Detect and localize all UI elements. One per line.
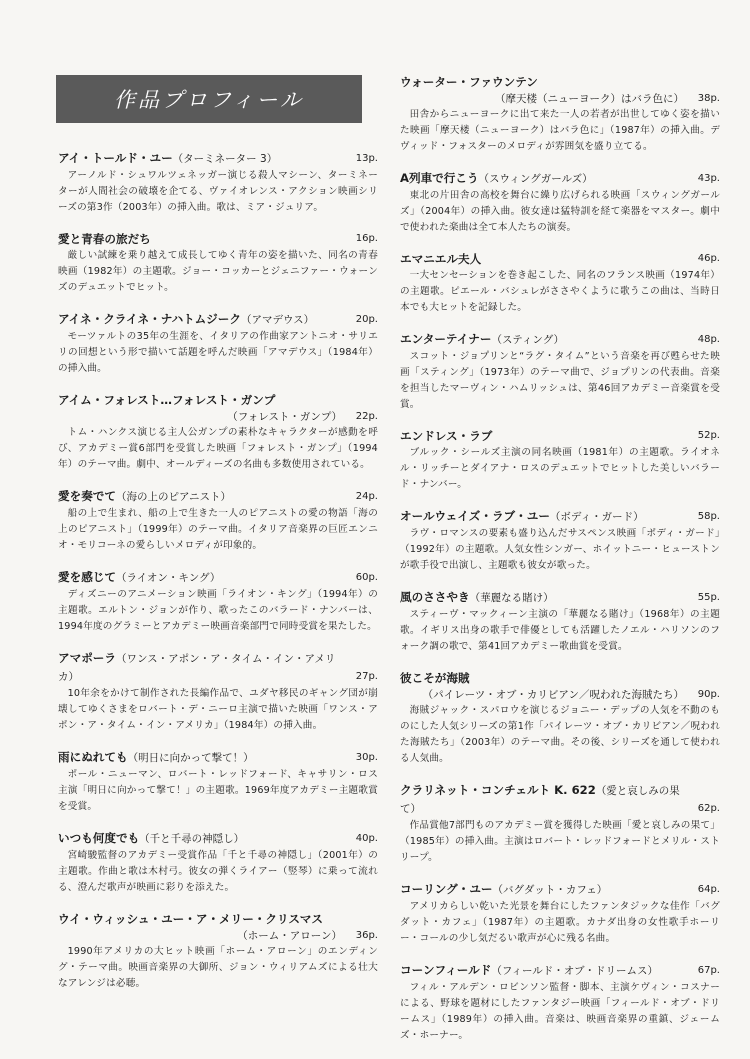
- song-title: オールウェイズ・ラブ・ユー: [400, 509, 550, 523]
- song-description: 厳しい試練を乗り越えて成長してゆく青年の姿を描いた、同名の青春映画（1982年）の主題歌。ジョー・コッカーとジェニファー・ウォーンズのデュエットでヒット。: [58, 250, 378, 293]
- page-number: 46p.: [697, 253, 720, 264]
- film-title: （摩天楼（ニューヨーク）はバラ色に）: [495, 93, 684, 105]
- page-number: 27p.: [355, 671, 378, 682]
- song-entry: [400, 670, 720, 767]
- song-description: アーノルド・シュワルツェネッガー演じる殺人マシーン、ターミネーターが人間社会の破壊を企てる、ヴァイオレンス・アクション映画シリーズの第3作（2003年）の挿入曲。歌は、ミア・ジュリア。: [58, 170, 378, 213]
- song-title: エンターテイナー: [400, 332, 492, 346]
- film-title: （愛と哀しみの果て）: [400, 785, 680, 815]
- film-title: （明日に向かって撃て！）: [127, 752, 254, 764]
- song-description: スコット・ジョプリンと“ラグ・タイム”という音楽を再び甦らせた映画「スティング」（1973年）のテーマ曲で、ジョプリンの代表曲。音楽を担当したマーヴィン・ハムリッシュは、第46回アカデミー音楽賞を受賞。: [400, 351, 720, 410]
- song-heading: [58, 311, 378, 329]
- song-title: エンドレス・ラブ: [400, 429, 493, 443]
- film-title: （スティング）: [491, 334, 565, 346]
- song-heading: [400, 428, 720, 445]
- song-heading: [58, 569, 378, 587]
- right-column: [400, 74, 720, 1059]
- film-title: （アマデウス）: [240, 314, 315, 326]
- song-title: アイネ・クライネ・ナハトムジーク: [58, 312, 241, 326]
- film-title: （スウィングガールズ）: [478, 173, 593, 185]
- film-title: （華麗なる賭け）: [469, 592, 554, 604]
- song-title: 愛を感じて: [58, 570, 116, 584]
- song-heading: [400, 508, 720, 526]
- page-number: 60p.: [355, 572, 378, 583]
- song-title: ウイ・ウィッシュ・ユー・ア・メリー・クリスマス: [58, 912, 323, 926]
- page-number: 48p.: [697, 334, 720, 345]
- song-description: ラヴ・ロマンスの要素も盛り込んだサスペンス映画「ボディ・ガード」（1992年）の主題歌。人気女性シンガー、ホイットニー・ヒューストンが歌手役で出演し、主題歌も彼女が歌った。: [400, 528, 720, 571]
- song-entry: [400, 508, 720, 574]
- film-title: （ライオン・キング）: [115, 572, 221, 584]
- song-description: ブルック・シールズ主演の同名映画（1981年）の主題歌。ライオネル・リッチーとダイアナ・ロスのデュエットでヒットした美しいバラード・ナンバー。: [400, 447, 720, 490]
- page-number: 20p.: [355, 314, 378, 325]
- song-description: ポール・ニューマン、ロバート・レッドフォード、キャサリン・ロス主演「明日に向かって撃て！」の主題歌。1969年度アカデミー主題歌賞を受賞。: [58, 769, 378, 812]
- song-description: ディズニーのアニメーション映画「ライオン・キング」（1994年）の主題歌。エルトン・ジョンが作り、歌ったこのバラード・ナンバーは、1994年度のグラミーとアカデミー映画音楽部門で同時受賞を果たした。: [58, 589, 378, 632]
- song-description: 船の上で生まれ、船の上で生きた一人のピアニストの愛の物語「海の上のピアニスト」（1999年）のテーマ曲。イタリア音楽界の巨匠エンニオ・モリコーネの愛らしいメロディが印象的。: [58, 508, 378, 551]
- song-heading: [400, 331, 720, 349]
- song-heading: [58, 488, 378, 506]
- song-heading: [58, 150, 378, 168]
- song-description: 1990年アメリカの大ヒット映画「ホーム・アローン」のエンディング・テーマ曲。映画音楽界の大御所、ジョン・ウィリアムズによる壮大なアレンジは必聴。: [58, 946, 378, 989]
- page-number: 40p.: [355, 833, 378, 844]
- song-title: 彼こそが海賊: [400, 671, 470, 685]
- song-entry: [58, 311, 378, 377]
- film-title: （海の上のピアニスト）: [115, 491, 231, 503]
- song-heading: [400, 962, 720, 980]
- film-title: （フォレスト・ガンプ）: [227, 411, 342, 423]
- film-title: （ボディ・ガード）: [549, 511, 644, 523]
- film-title-line: [400, 687, 720, 703]
- page-number: 67p.: [697, 965, 720, 976]
- song-heading: [400, 782, 720, 818]
- song-description: モーツァルトの35年の生涯を、イタリアの作曲家アントニオ・サリエリの回想という形で描いて話題を呼んだ映画「アマデウス」（1984年）の挿入曲。: [58, 331, 378, 374]
- page-number: 36p.: [355, 930, 378, 941]
- left-column: [58, 150, 378, 1007]
- song-title: A列車で行こう: [400, 171, 479, 185]
- song-title: アイム・フォレスト…フォレスト・ガンプ: [58, 393, 276, 407]
- page-number: 13p.: [355, 153, 378, 164]
- page-number: 22p.: [355, 411, 378, 422]
- song-entry: [58, 650, 378, 734]
- song-title: 雨にぬれても: [58, 750, 128, 764]
- song-title: いつも何度でも: [58, 831, 140, 845]
- song-entry: [58, 150, 378, 216]
- song-heading: [400, 589, 720, 607]
- page-number: 43p.: [697, 173, 720, 184]
- song-description: トム・ハンクス演じる主人公ガンプの素朴なキャラクターが感動を呼び、アカデミー賞6部門を受賞した映画「フォレスト・ガンプ」（1994年）のテーマ曲。劇中、オールディーズの名曲も多数使用されている。: [58, 427, 378, 470]
- page-number: 24p.: [355, 491, 378, 502]
- song-title: コーンフィールド: [400, 963, 492, 977]
- song-entry: [400, 962, 720, 1044]
- song-heading: [400, 881, 720, 899]
- song-heading: [58, 830, 378, 848]
- song-entry: [58, 392, 378, 473]
- film-title: （フィールド・オブ・ドリームス）: [491, 965, 658, 977]
- song-entry: [400, 251, 720, 316]
- song-title: 風のささやき: [400, 590, 470, 604]
- song-description: 一大センセーションを巻き起こした、同名のフランス映画（1974年）の主題歌。ピエール・バシュレがささやくように歌うこの曲は、当時日本でも大ヒットを記録した。: [400, 270, 720, 313]
- song-entry: [400, 170, 720, 236]
- song-description: 東北の片田舎の高校を舞台に繰り広げられる映画「スウィングガールズ」（2004年）の挿入曲。彼女達は猛特訓を経て楽器をマスター。劇中で使われた楽曲は全て本人たちの演奏。: [400, 190, 720, 233]
- song-title: 愛と青春の旅だち: [58, 232, 151, 246]
- film-title: （ワンス・アポン・ア・タイム・イン・アメリカ）: [58, 653, 336, 683]
- film-title: （ターミネーター 3）: [172, 153, 278, 165]
- song-title: エマニエル夫人: [400, 252, 482, 266]
- page-number: 90p.: [697, 689, 720, 700]
- song-entry: [400, 428, 720, 493]
- page-number: 64p.: [697, 884, 720, 895]
- film-title: （ホーム・アローン）: [237, 930, 342, 942]
- film-title-line: [400, 91, 720, 107]
- song-entry: [400, 74, 720, 155]
- song-entry: [58, 911, 378, 992]
- page-number: 52p.: [697, 430, 720, 441]
- page-number: 30p.: [355, 752, 378, 763]
- song-entry: [58, 749, 378, 815]
- song-heading: [58, 749, 378, 767]
- song-entry: [400, 881, 720, 947]
- film-title: （パイレーツ・オブ・カリビアン／呪われた海賊たち）: [422, 689, 684, 701]
- song-description: 作品賞他7部門ものアカデミー賞を獲得した映画「愛と哀しみの果て」（1985年）の挿入曲。主演はロバート・レッドフォードとメリル・ストリープ。: [400, 820, 720, 863]
- film-title-line: [58, 928, 378, 944]
- song-heading: [400, 251, 720, 268]
- song-title: コーリング・ユー: [400, 882, 493, 896]
- song-entry: [400, 331, 720, 413]
- song-heading: [400, 170, 720, 188]
- page-number: 62p.: [697, 803, 720, 814]
- song-heading: [400, 74, 720, 91]
- song-entry: [58, 488, 378, 554]
- film-title: （バグダット・カフェ）: [492, 884, 608, 896]
- song-entry: [58, 231, 378, 296]
- song-title: アイ・トールド・ユー: [58, 151, 173, 165]
- song-entry: [58, 569, 378, 635]
- song-heading: [58, 650, 378, 686]
- song-title: 愛を奏でて: [58, 489, 116, 503]
- page-title: 作品プロフィール: [56, 75, 362, 123]
- page-number: 16p.: [355, 233, 378, 244]
- song-entry: [400, 782, 720, 866]
- song-heading: [58, 911, 378, 928]
- song-entry: [400, 589, 720, 655]
- page-number: 55p.: [697, 592, 720, 603]
- song-entry: [58, 830, 378, 896]
- song-description: アメリカらしい乾いた光景を舞台にしたファンタジックな佳作「バグダット・カフェ」（1987年）の主題歌。カナダ出身の女性歌手ホーリー・コールの少し気だるい歌声が心に残る名曲。: [400, 901, 720, 944]
- song-description: フィル・アルデン・ロビンソン監督・脚本、主演ケヴィン・コスナーによる、野球を題材にしたファンタジー映画「フィールド・オブ・ドリームス」（1989年）の挿入曲。音楽は、映画音楽界の重鎮、ジェームズ・ホーナー。: [400, 982, 720, 1041]
- film-title-line: [58, 409, 378, 425]
- song-title: ウォーター・ファウンテン: [400, 75, 538, 89]
- song-description: 海賊ジャック・スパロウを演じるジョニー・デップの人気を不動のものにした人気シリーズの第1作「パイレーツ・オブ・カリビアン／呪われた海賊たち」（2003年）のテーマ曲。その後、シリーズを通して使われる人気曲。: [400, 705, 720, 764]
- film-title: （千と千尋の神隠し）: [139, 833, 245, 845]
- song-title: クラリネット・コンチェルト K. 622: [400, 783, 596, 797]
- song-description: 田舎からニューヨークに出て来た一人の若者が出世してゆく姿を描いた映画「摩天楼（ニューヨーク）はバラ色に」（1987年）の挿入曲。デヴィッド・フォスターのメロディが雰囲気を盛り立てる。: [400, 109, 720, 152]
- page-number: 38p.: [697, 93, 720, 104]
- song-heading: [58, 392, 378, 409]
- page-number: 58p.: [697, 511, 720, 522]
- song-title: アマポーラ: [58, 651, 116, 665]
- song-description: 10年余をかけて制作された長編作品で、ユダヤ移民のギャング団が崩壊してゆくさまをロバート・デ・ニーロ主演で描いた映画「ワンス・アポン・ア・タイム・イン・アメリカ」（1984年）の挿入曲。: [58, 688, 378, 731]
- song-description: スティーヴ・マックィーン主演の「華麗なる賭け」（1968年）の主題歌。イギリス出身の歌手で俳優としても活躍したノエル・ハリソンのフォーク調の歌で、第41回アカデミー歌曲賞を受賞。: [400, 609, 720, 652]
- song-heading: [400, 670, 720, 687]
- song-description: 宮崎駿監督のアカデミー受賞作品「千と千尋の神隠し」（2001年）の主題歌。作曲と歌は木村弓。彼女の弾くライアー（竪琴）に乗って流れる、澄んだ歌声が映画に彩りを添えた。: [58, 850, 378, 893]
- song-heading: [58, 231, 378, 248]
